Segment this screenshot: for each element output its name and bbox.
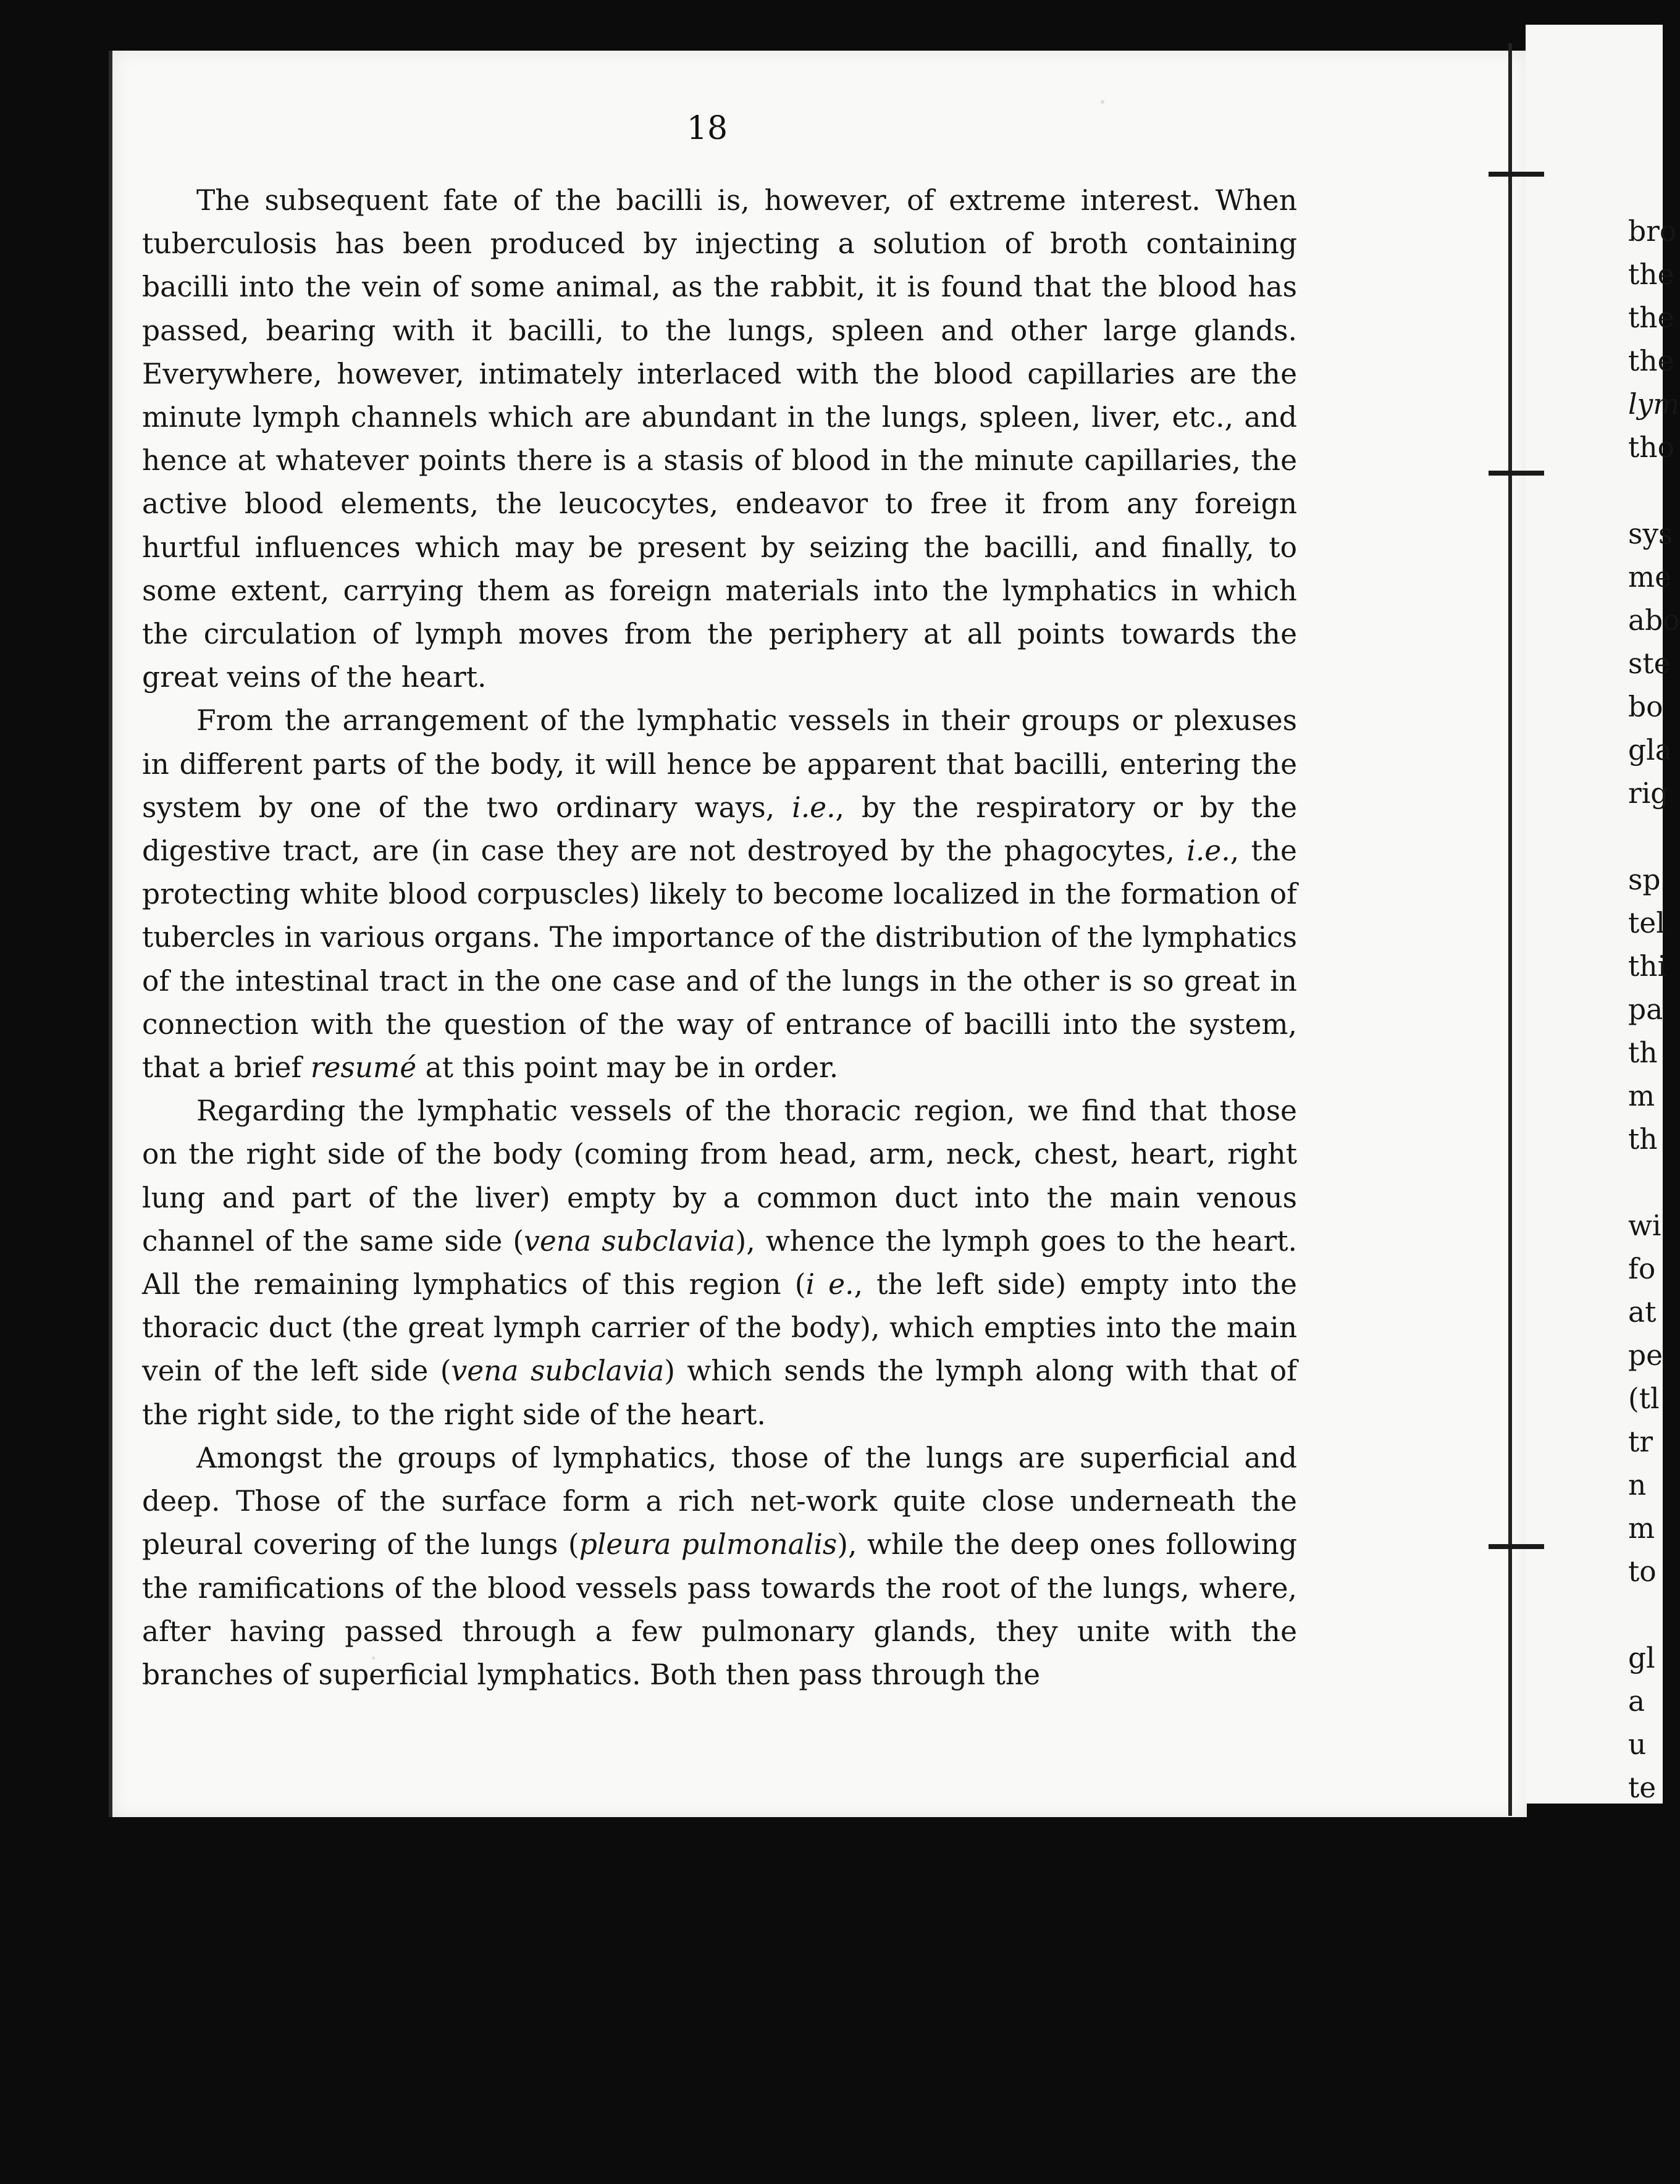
facing-page-line-fragment: pa (1628, 993, 1663, 1026)
paragraph (142, 1437, 1297, 1697)
facing-page-line-fragment: pe (1628, 1339, 1663, 1372)
facing-page-line-fragment: m (1628, 1512, 1655, 1545)
paragraph (142, 1090, 1297, 1437)
facing-page-line-fragment: tho (1628, 431, 1674, 464)
paper-speck (1101, 100, 1104, 104)
italic-phrase: resumé (310, 1051, 417, 1085)
facing-page-line-fragment: abo (1628, 604, 1680, 637)
text-run: ), while the deep ones following the ramifications of the blood vessels pass towards the root of the lungs, where, after having passed through a few pulmonary glands, they unite with the branches of superficial lymphatics. Both then pass through the (142, 1528, 1297, 1691)
gutter-mark (1489, 1544, 1544, 1549)
italic-phrase: i.e. (792, 791, 836, 824)
facing-page-line-fragment: sys (1628, 518, 1673, 550)
paragraph (142, 179, 1297, 699)
facing-page-line-fragment: me (1628, 561, 1672, 594)
italic-phrase: i.e. (1186, 834, 1230, 868)
facing-page-line-fragment: m (1628, 1080, 1655, 1112)
facing-page-line-fragment: (tl (1628, 1382, 1660, 1415)
facing-page-line-fragment: n (1628, 1469, 1647, 1502)
italic-phrase: vena subclavia (524, 1224, 736, 1258)
gutter-mark (1489, 471, 1544, 476)
facing-page-line-fragment: to (1628, 1555, 1657, 1588)
facing-page-line-fragment: gla (1628, 734, 1672, 766)
facing-page-line-fragment: sp (1628, 863, 1661, 896)
text-run: Amongst the groups of lymphatics, those of the lungs are superficial and deep. Those of the surface form a rich net-work quite close underneath the pleural covering of the lungs ( (142, 1441, 1297, 1561)
facing-page-line-fragment: tr (1628, 1426, 1653, 1458)
text-run: Regarding the lymphatic vessels of the thoracic region, we find that those on the right side of the body (coming from head, arm, neck, chest, heart, right lung and part of the liver) empty by a common duct into the main venous channel of the same side ( (142, 1094, 1297, 1258)
text-run: , the left side) empty into the thoracic duct (the great lymph carrier of the body), which empties into the main vein of the left side ( (142, 1268, 1297, 1388)
facing-page-line-fragment: tel (1628, 907, 1665, 939)
text-run: ), whence the lymph goes to the heart. All the remaining lymphatics of this region ( (142, 1224, 1297, 1301)
scan-background (0, 1819, 1663, 2184)
facing-page-line-fragment: thi (1628, 950, 1667, 983)
italic-phrase: pleura pulmonalis (579, 1528, 838, 1561)
text-run: From the arrangement of the lymphatic vessels in their groups or plexuses in different parts of the body, it will hence be apparent that bacilli, entering the system by one of the two ordinary ways, (142, 704, 1297, 824)
facing-page-line-fragment: ste (1628, 647, 1671, 680)
facing-page-line-fragment: lym (1628, 388, 1680, 421)
facing-page-line-fragment: rig (1628, 777, 1669, 810)
page-number: 18 (686, 110, 728, 147)
facing-page-line-fragment: gl (1628, 1642, 1655, 1674)
facing-page-line-fragment: a (1628, 1685, 1645, 1718)
text-run: ) which sends the lymph along with that of the right side, to the right side of the heart. (142, 1354, 1297, 1431)
facing-page-line-fragment: bo (1628, 691, 1663, 723)
gutter-mark (1489, 172, 1544, 177)
facing-page-line-fragment: th (1628, 1123, 1658, 1156)
facing-page-line-fragment: the (1628, 258, 1674, 291)
facing-page-line-fragment: bro (1628, 215, 1677, 248)
page-gutter (1508, 43, 1512, 1816)
facing-page-line-fragment: the (1628, 301, 1674, 334)
text-run: at this point may be in order. (416, 1051, 839, 1085)
facing-page-line-fragment: fo (1628, 1253, 1656, 1285)
text-run: The subsequent fate of the bacilli is, however, of extreme interest. When tuberculosis has been produced by injecting a solution of broth containing bacilli into the vein of some animal, as the rabbit, it is found that the blood has passed, bearing with it bacilli, to the lungs, spleen and other large glands. Everywhere, however, intimately interlaced with the blood capillaries are the minute lymph channels which are abundant in the lungs, spleen, liver, etc., and hence at whatever points there is a stasis of blood in the minute capillaries, the active blood elements, the leucocytes, endeavor to free it from any foreign hurtful influences which may be present by seizing the bacilli, and finally, to some extent, carrying them as foreign materials into the lymphatics in which the circulation of lymph moves from the periphery at all points towards the great veins of the heart. (142, 184, 1297, 694)
facing-page-line-fragment: te (1628, 1771, 1657, 1804)
facing-page-line-fragment: at (1628, 1296, 1657, 1329)
italic-phrase: vena subclavia (451, 1354, 665, 1388)
facing-page-line-fragment: the (1628, 345, 1674, 377)
paragraph (142, 699, 1297, 1090)
body-text (142, 179, 1297, 1697)
italic-phrase: i e. (805, 1268, 854, 1301)
text-run: , the protecting white blood corpuscles) likely to become localized in the formation of tubercles in various organs. The importance of the distribution of the lymphatics of the intestinal tract in the one case and of the lungs in the other is so great in connection with the question of the way of entrance of bacilli into the system, that a brief (142, 834, 1297, 1085)
facing-page-line-fragment: wi (1628, 1209, 1661, 1242)
text-run: , by the respiratory or by the digestive tract, are (in case they are not destroyed by the phagocytes, (142, 791, 1297, 868)
facing-page-line-fragment: u (1628, 1728, 1647, 1761)
facing-page-line-fragment: th (1628, 1036, 1658, 1069)
